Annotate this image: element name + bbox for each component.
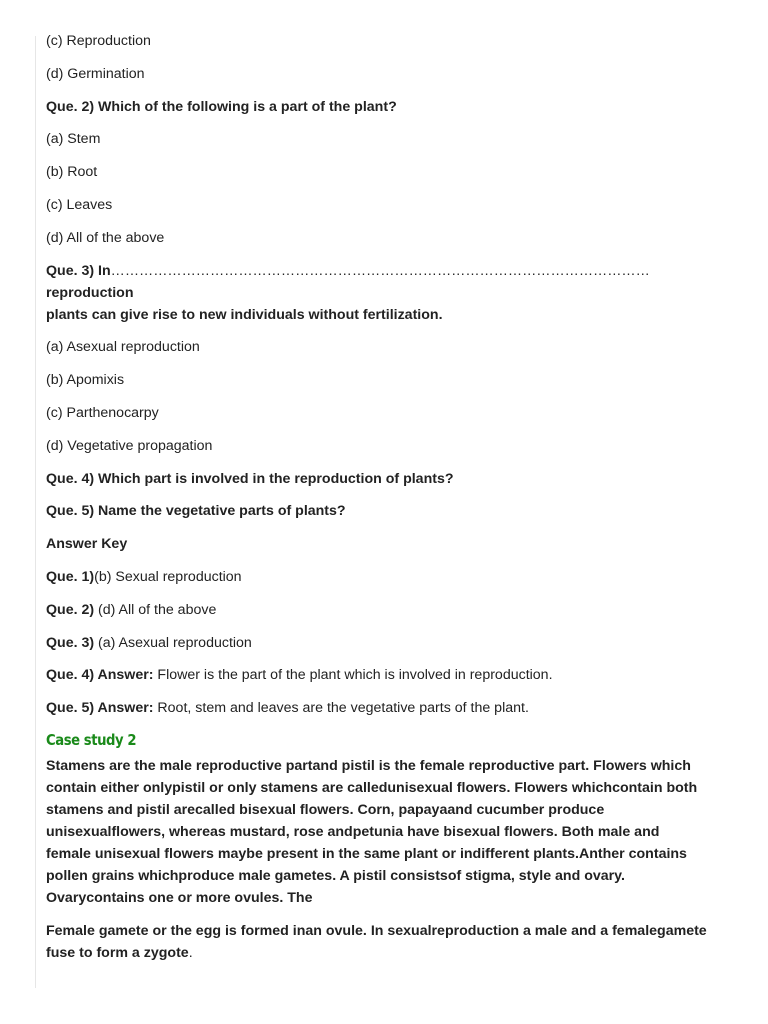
answer-4-text: Flower is the part of the plant which is involved in reproduction. bbox=[153, 667, 553, 684]
q3-option-b: (b) Apomixis bbox=[46, 372, 125, 389]
q4-question: Que. 4) Which part is involved in the reproduction of plants? bbox=[46, 470, 454, 487]
q2-option-c: (c) Leaves bbox=[46, 196, 113, 213]
document-content bbox=[46, 30, 736, 964]
case-study-heading: Case study 2 bbox=[46, 731, 137, 750]
q2-question: Que. 2) Which of the following is a part of the plant? bbox=[46, 98, 397, 115]
left-border-rule bbox=[35, 36, 36, 988]
answer-3-label: Que. 3) bbox=[46, 634, 95, 651]
q3-option-c: (c) Parthenocarpy bbox=[46, 404, 159, 421]
answer-4 bbox=[46, 664, 736, 686]
q2-option-d: (d) All of the above bbox=[46, 229, 165, 246]
q1-option-c: (c) Reproduction bbox=[46, 33, 151, 49]
answer-5-text: Root, stem and leaves are the vegetative parts of the plant. bbox=[153, 700, 529, 717]
case-study-p1-line: stamens and pistil arecalled bisexual flowers. Corn, papayaand cucumber produce bbox=[46, 802, 605, 819]
case-study-p2-text: fuse to form a zygote bbox=[46, 944, 189, 961]
q3-question-line2: plants can give rise to new individuals without fertilization. bbox=[46, 306, 443, 323]
case-study-paragraph-2 bbox=[46, 920, 736, 964]
case-study-p1-line: unisexualflowers, whereas mustard, rose andpetunia have bisexual flowers. Both male and bbox=[46, 824, 660, 841]
answer-3-text: (a) Asexual reproduction bbox=[94, 634, 252, 651]
q2-option-b: (b) Root bbox=[46, 164, 98, 181]
q3-blank: …………………………………………………………………………………………………… bbox=[110, 262, 650, 279]
answer-2 bbox=[46, 599, 736, 621]
case-study-paragraph-1 bbox=[46, 755, 736, 909]
case-study-p2-line2 bbox=[46, 942, 736, 964]
answer-key-title: Answer Key bbox=[46, 536, 128, 553]
q3-suffix: reproduction bbox=[46, 284, 134, 301]
answer-3 bbox=[46, 632, 736, 654]
answer-2-text: (d) All of the above bbox=[94, 601, 217, 618]
answer-5-label: Que. 5) Answer: bbox=[46, 700, 154, 717]
answer-1-label: Que. 1) bbox=[46, 568, 95, 585]
case-study-p1-line: female unisexual flowers maybe present in the same plant or indifferent plants.Anther contains bbox=[46, 846, 687, 863]
case-study-p2-line1: Female gamete or the egg is formed inan ovule. In sexualreproduction a male and a femalegamete bbox=[46, 922, 707, 939]
answer-1 bbox=[46, 566, 736, 588]
answer-5 bbox=[46, 697, 736, 719]
q3-option-a: (a) Asexual reproduction bbox=[46, 339, 200, 356]
q1-option-d: (d) Germination bbox=[46, 65, 145, 82]
case-study-p1-line: Ovarycontains one or more ovules. The bbox=[46, 890, 313, 907]
case-study-p1-line: pollen grains whichproduce male gametes. A pistil consistsof stigma, style and ovary. bbox=[46, 868, 625, 885]
case-study-p2-period: . bbox=[188, 944, 193, 961]
answer-2-label: Que. 2) bbox=[46, 601, 95, 618]
q3-question-line1 bbox=[46, 260, 736, 304]
q3-prefix: Que. 3) In bbox=[46, 262, 111, 279]
q2-option-a: (a) Stem bbox=[46, 131, 101, 148]
q5-question: Que. 5) Name the vegetative parts of plants? bbox=[46, 503, 346, 520]
q3-option-d: (d) Vegetative propagation bbox=[46, 437, 213, 454]
case-study-p1-line: Stamens are the male reproductive partand pistil is the female reproductive part. Flowers which bbox=[46, 758, 691, 775]
case-study-p1-line: contain either onlypistil or only stamens are calledunisexual flowers. Flowers whichcontain both bbox=[46, 780, 698, 797]
answer-4-label: Que. 4) Answer: bbox=[46, 667, 154, 684]
answer-1-text: (b) Sexual reproduction bbox=[94, 568, 242, 585]
